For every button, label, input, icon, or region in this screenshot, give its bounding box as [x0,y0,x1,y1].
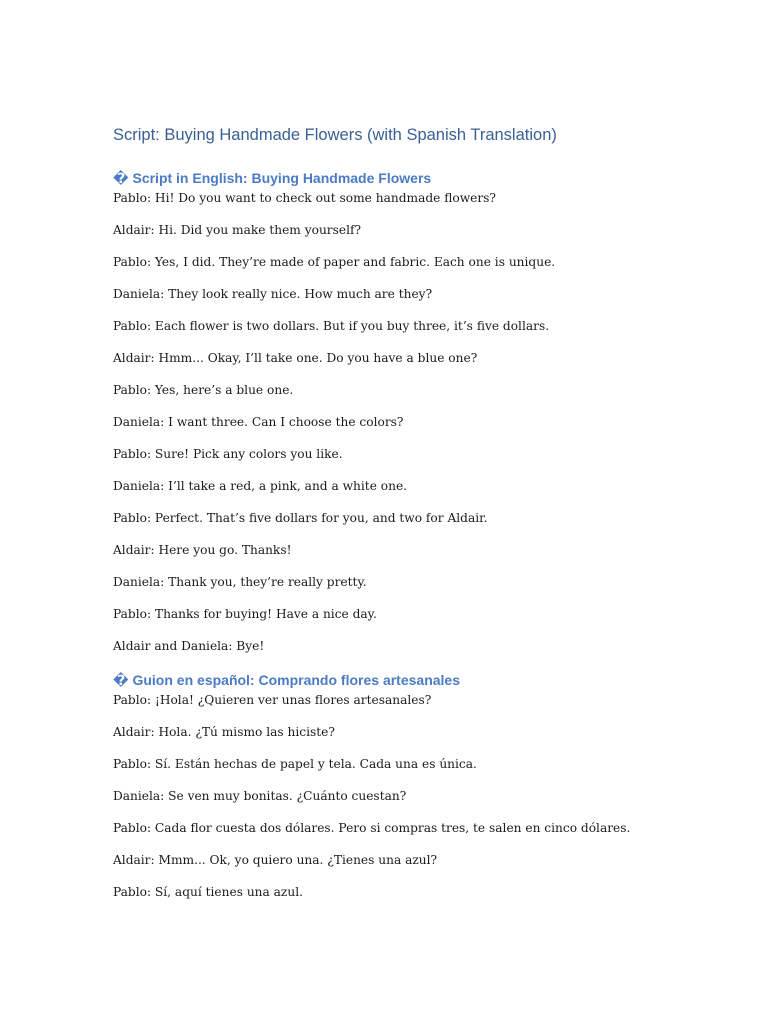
dialogue-line: Pablo: Yes, I did. They’re made of paper and fabric. Each one is unique. [113,255,556,269]
dialogue-line: Pablo: Perfect. That’s five dollars for you, and two for Aldair. [113,511,488,525]
dialogue-line: Aldair: Hmm... Okay, I’ll take one. Do you have a blue one? [113,351,478,365]
dialogue-line: Aldair: Hola. ¿Tú mismo las hiciste? [113,725,335,739]
dialogue-line: Pablo: Sí, aquí tienes una azul. [113,885,303,899]
dialogue-line: Daniela: I want three. Can I choose the colors? [113,415,404,429]
document-page [113,118,713,915]
english-section-heading: � Script in English: Buying Handmade Flowers [113,170,432,186]
dialogue-line: Aldair: Mmm... Ok, yo quiero una. ¿Tienes una azul? [113,853,438,867]
dialogue-line: Pablo: Sure! Pick any colors you like. [113,447,343,461]
dialogue-line: Pablo: Hi! Do you want to check out some handmade flowers? [113,191,496,205]
english-script-section [113,167,713,659]
spanish-section-heading: � Guion en español: Comprando flores artesanales [113,672,460,688]
dialogue-line: Pablo: Yes, here’s a blue one. [113,383,294,397]
dialogue-line: Pablo: ¡Hola! ¿Quieren ver unas flores artesanales? [113,693,432,707]
document-title: Script: Buying Handmade Flowers (with Spanish Translation) [113,126,557,144]
dialogue-line: Aldair: Here you go. Thanks! [113,543,292,557]
dialogue-line: Pablo: Each flower is two dollars. But if you buy three, it’s five dollars. [113,319,550,333]
dialogue-line: Aldair: Hi. Did you make them yourself? [113,223,362,237]
dialogue-line: Daniela: Thank you, they’re really pretty. [113,575,367,589]
dialogue-line: Pablo: Sí. Están hechas de papel y tela. Cada una es única. [113,757,477,771]
dialogue-line: Daniela: They look really nice. How much are they? [113,287,433,301]
dialogue-line: Pablo: Thanks for buying! Have a nice day. [113,607,377,621]
dialogue-line: Daniela: I’ll take a red, a pink, and a white one. [113,479,408,493]
dialogue-line: Daniela: Se ven muy bonitas. ¿Cuánto cuestan? [113,789,407,803]
dialogue-line: Pablo: Cada flor cuesta dos dólares. Pero si compras tres, te salen en cinco dólares. [113,821,631,835]
spanish-script-section [113,669,713,915]
dialogue-line: Aldair and Daniela: Bye! [113,639,265,653]
